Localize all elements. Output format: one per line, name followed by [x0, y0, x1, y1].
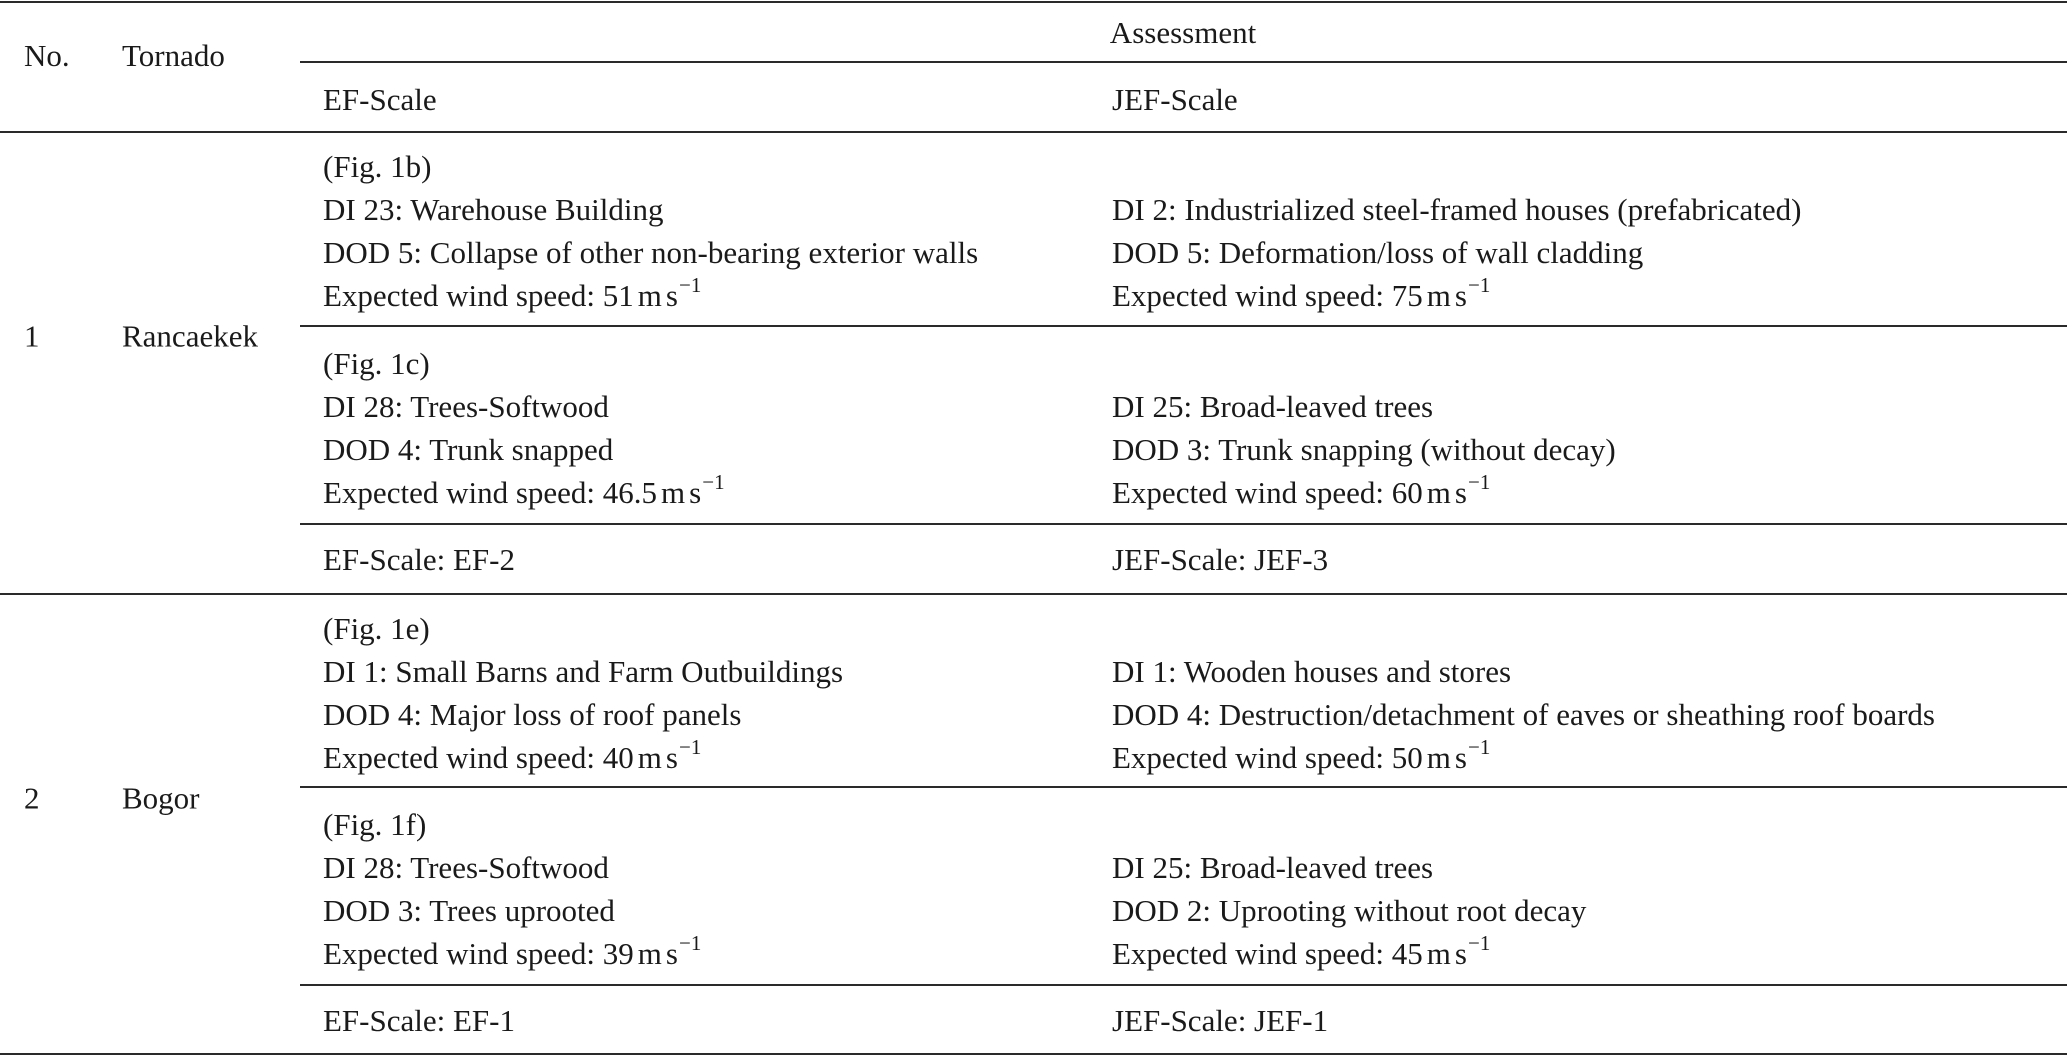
jef-expected-wind-speed: Expected wind speed: 45 m $s^{-1}$ — [1112, 931, 1491, 971]
ef-scale-result: EF-Scale: EF-1 — [323, 1003, 515, 1038]
tornado-name: Bogor — [122, 780, 200, 816]
jef-expected-wind-speed: Expected wind speed: 60 m $s^{-1}$ — [1112, 470, 1491, 510]
ef-expected-wind-speed: Expected wind speed: 46.5 m $s^{-1}$ — [323, 470, 725, 510]
figure-ref: (Fig. 1e) — [323, 611, 430, 646]
jef-degree-of-damage: DOD 3: Trunk snapping (without decay) — [1112, 432, 1616, 467]
row1-result-divider — [300, 523, 2067, 525]
header-bottom-rule — [0, 131, 2067, 133]
ef-degree-of-damage: DOD 5: Collapse of other non-bearing exterior walls — [323, 235, 979, 270]
jef-scale-result: JEF-Scale: JEF-1 — [1112, 1003, 1329, 1038]
jef-damage-indicator: DI 2: Industrialized steel-framed houses (prefabricated) — [1112, 192, 1802, 227]
ef-degree-of-damage: DOD 4: Trunk snapped — [323, 432, 614, 467]
row-number: 1 — [24, 318, 40, 354]
ef-expected-wind-speed: Expected wind speed: 51 m $s^{-1}$ — [323, 273, 702, 313]
jef-expected-wind-speed: Expected wind speed: 50 m $s^{-1}$ — [1112, 735, 1491, 775]
row-divider — [0, 593, 2067, 595]
row1-case-divider — [300, 325, 2067, 327]
ef-expected-wind-speed: Expected wind speed: 39 m $s^{-1}$ — [323, 931, 702, 971]
jef-degree-of-damage: DOD 5: Deformation/loss of wall cladding — [1112, 235, 1644, 270]
row-number: 2 — [24, 780, 40, 816]
jef-expected-wind-speed: Expected wind speed: 75 m $s^{-1}$ — [1112, 273, 1491, 313]
ef-degree-of-damage: DOD 4: Major loss of roof panels — [323, 697, 742, 732]
jef-degree-of-damage: DOD 2: Uprooting without root decay — [1112, 893, 1587, 928]
header-no: No. — [24, 38, 70, 73]
header-assessment: Assessment — [1109, 15, 1257, 50]
figure-ref: (Fig. 1f) — [323, 807, 427, 842]
jef-degree-of-damage: DOD 4: Destruction/detachment of eaves or sheathing roof boards — [1112, 697, 1935, 732]
header-ef-scale: EF-Scale — [323, 82, 437, 117]
jef-scale-result: JEF-Scale: JEF-3 — [1112, 542, 1329, 577]
header-jef-scale: JEF-Scale — [1112, 82, 1238, 117]
ef-damage-indicator: DI 23: Warehouse Building — [323, 192, 664, 227]
assessment-underline — [300, 61, 2067, 63]
table-top-rule — [0, 1, 2067, 3]
jef-damage-indicator: DI 25: Broad-leaved trees — [1112, 389, 1434, 424]
table-bottom-rule — [0, 1053, 2067, 1055]
ef-damage-indicator: DI 1: Small Barns and Farm Outbuildings — [323, 654, 844, 689]
figure-ref: (Fig. 1b) — [323, 149, 432, 184]
ef-scale-result: EF-Scale: EF-2 — [323, 542, 515, 577]
jef-damage-indicator: DI 25: Broad-leaved trees — [1112, 850, 1434, 885]
ef-damage-indicator: DI 28: Trees-Softwood — [323, 850, 609, 885]
figure-ref: (Fig. 1c) — [323, 346, 430, 381]
row2-result-divider — [300, 984, 2067, 986]
header-tornado: Tornado — [122, 38, 225, 73]
ef-expected-wind-speed: Expected wind speed: 40 m $s^{-1}$ — [323, 735, 702, 775]
row2-case-divider — [300, 786, 2067, 788]
tornado-name: Rancaekek — [122, 318, 258, 354]
ef-degree-of-damage: DOD 3: Trees uprooted — [323, 893, 615, 928]
jef-damage-indicator: DI 1: Wooden houses and stores — [1112, 654, 1512, 689]
ef-damage-indicator: DI 28: Trees-Softwood — [323, 389, 609, 424]
